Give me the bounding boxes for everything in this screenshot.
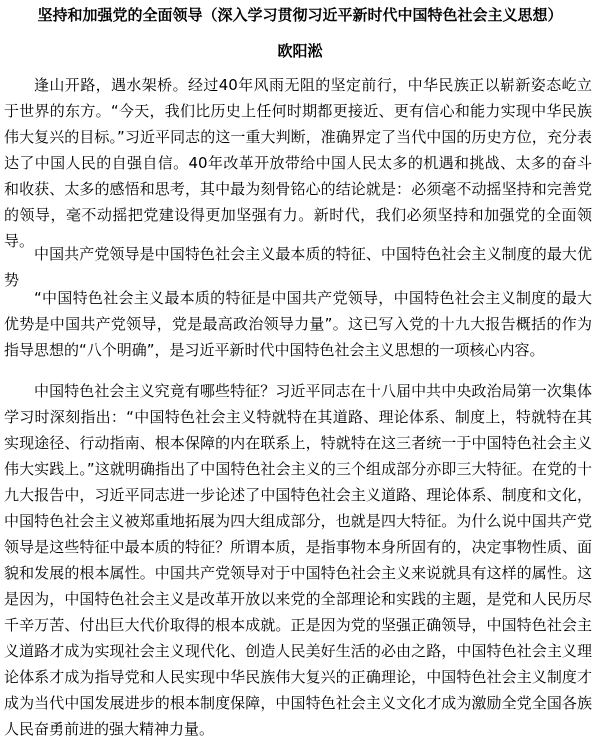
article-paragraph-2: “中国特色社会主义最本质的特征是中国共产党领导，中国特色社会主义制度的最大优势是中国共产党领导，党是最高政治领导力量”。这已写入党的十九大报告概括的作为指导思想的“八个明确”，是习近平新时代中国特色社会主义思想的一项核心内容。 [4,289,592,359]
article-title: 坚持和加强党的全面领导（深入学习贯彻习近平新时代中国特色社会主义思想） [37,6,563,24]
article-paragraph-1: 逢山开路，遇水架桥。经过40年风雨无阻的坚定前行，中华民族正以崭新姿态屹立于世界的东方。“今天，我们比历史上任何时期都更接近、更有信心和能力实现中华民族伟大复兴的目标。”习近平同志的这一重大判断，准确界定了当代中国的历史方位，充分表达了中国人民的自强自信。40年改革开放带给中国人民太多的机遇和挑战、太多的奋斗和收获、太多的感悟和思考，其中最为刻骨铭心的结论就是：必须毫不动摇坚持和完善党的领导，毫不动摇把党建设得更加坚强有力。新时代，我们必须坚持和加强党的全面领导。 [4,76,592,250]
article-author: 欧阳淞 [277,42,323,60]
article-paragraph-3: 中国特色社会主义究竟有哪些特征？习近平同志在十八届中共中央政治局第一次集体学习时深刻指出：“中国特色社会主义特就特在其道路、理论体系、制度上，特就特在其实现途径、行动指南、根本保障的内在联系上，特就特在这三者统一于中国特色社会主义伟大实践上。”这就明确指出了中国特色社会主义的三个组成部分亦即三大特征。在党的十九大报告中，习近平同志进一步论述了中国特色社会主义道路、理论体系、制度和文化，中国特色社会主义被郑重地拓展为四大组成部分，也就是四大特征。为什么说中国共产党领导是这些特征中最本质的特征？所谓本质，是指事物本身所固有的，决定事物性质、面貌和发展的根本属性。中国共产党领导对于中国特色社会主义来说就具有这样的属性。这是因为，中国特色社会主义是改革开放以来党的全部理论和实践的主题，是党和人民历尽千辛万苦、付出巨大代价取得的根本成就。正是因为党的坚强正确领导，中国特色社会主义道路才成为实现社会主义现代化、创造人民美好生活的必由之路，中国特色社会主义理论体系才成为指导党和人民实现中华民族伟大复兴的正确理论，中国特色社会主义制度才成为当代中国发展进步的根本制度保障，中国特色社会主义文化才成为激励全党全国各族人民奋勇前进的强大精神力量。 [4,382,592,738]
section-heading: 中国共产党领导是中国特色社会主义最本质的特征、中国特色社会主义制度的最大优势 [4,245,592,289]
